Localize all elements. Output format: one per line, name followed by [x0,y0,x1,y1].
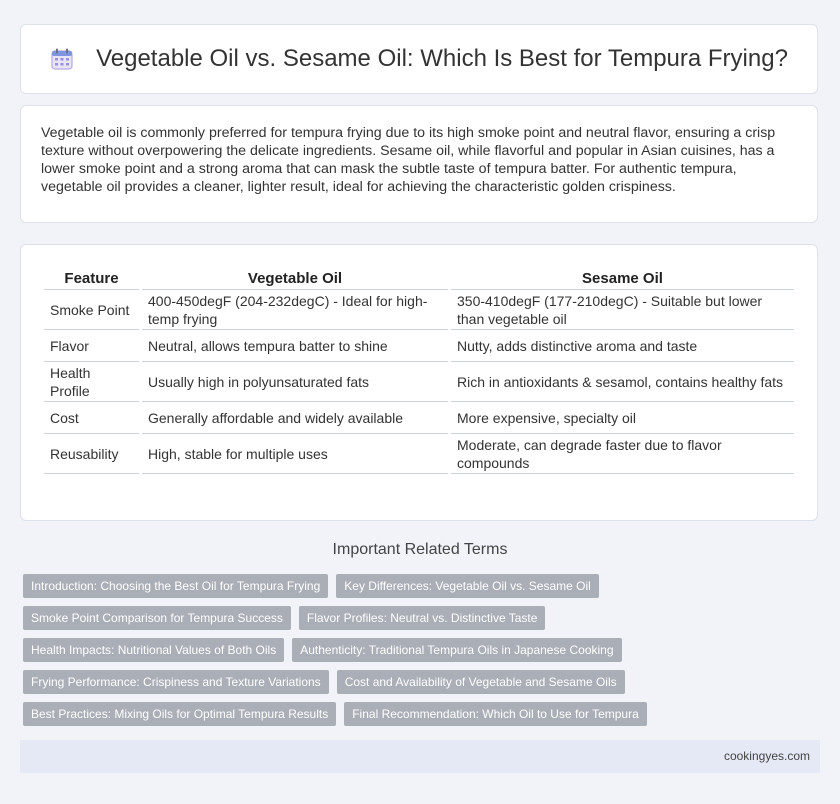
related-terms-heading: Important Related Terms [332,541,508,558]
related-terms-list [23,574,818,734]
feature-cell: Cost [44,402,139,434]
related-term-tag[interactable]: Authenticity: Traditional Tempura Oils in Japanese Cooking [292,638,621,662]
table-row [44,402,794,434]
table-row [44,290,794,330]
related-term-tag[interactable]: Key Differences: Vegetable Oil vs. Sesame Oil [336,574,599,598]
footer-site-link[interactable]: cookingyes.com [723,749,810,763]
table-row [44,362,794,402]
table-row [44,434,794,474]
column-header-feature: Feature [44,267,139,290]
related-term-tag[interactable]: Best Practices: Mixing Oils for Optimal Tempura Results [23,702,336,726]
comparison-table-card [20,244,818,521]
related-term-tag[interactable]: Final Recommendation: Which Oil to Use for Tempura [344,702,647,726]
column-header-sesame-oil: Sesame Oil [451,267,794,290]
feature-cell: Smoke Point [44,290,139,330]
related-term-tag[interactable]: Health Impacts: Nutritional Values of Both Oils [23,638,284,662]
feature-cell: Reusability [44,434,139,474]
intro-paragraph: Vegetable oil is commonly preferred for tempura frying due to its high smoke point and neutral flavor, ensuring a crisp texture without overpowering the delicate ingredients. Sesame oil, while flavorful and popular in Asian cuisines, has a lower smoke point and a strong aroma that can mask the subtle taste of tempura batter. For authentic tempura, vegetable oil provides a cleaner, lighter result, ideal for achieving the characteristic golden crispiness. [41,125,776,195]
feature-cell: Flavor [44,330,139,362]
column-header-vegetable-oil: Vegetable Oil [142,267,448,290]
related-term-tag[interactable]: Cost and Availability of Vegetable and Sesame Oils [337,670,625,694]
calendar-icon [50,47,74,71]
sesame-oil-cell: More expensive, specialty oil [451,402,794,434]
vegetable-oil-cell: Neutral, allows tempura batter to shine [142,330,448,362]
related-term-tag[interactable]: Frying Performance: Crispiness and Texture Variations [23,670,329,694]
footer [20,740,820,773]
vegetable-oil-cell: High, stable for multiple uses [142,434,448,474]
table-row [44,330,794,362]
table-header-row [44,267,794,290]
intro-card [20,105,818,223]
sesame-oil-cell: Nutty, adds distinctive aroma and taste [451,330,794,362]
vegetable-oil-cell: Generally affordable and widely available [142,402,448,434]
page-title: Vegetable Oil vs. Sesame Oil: Which Is Best for Tempura Frying? [96,45,788,72]
feature-cell: Health Profile [44,362,139,402]
sesame-oil-cell: Rich in antioxidants & sesamol, contains healthy fats [451,362,794,402]
title-card [20,24,818,94]
sesame-oil-cell: 350-410degF (177-210degC) - Suitable but lower than vegetable oil [451,290,794,330]
vegetable-oil-cell: Usually high in polyunsaturated fats [142,362,448,402]
comparison-table [41,267,797,474]
sesame-oil-cell: Moderate, can degrade faster due to flavor compounds [451,434,794,474]
related-term-tag[interactable]: Flavor Profiles: Neutral vs. Distinctive Taste [299,606,546,630]
related-term-tag[interactable]: Smoke Point Comparison for Tempura Success [23,606,291,630]
related-term-tag[interactable]: Introduction: Choosing the Best Oil for Tempura Frying [23,574,328,598]
vegetable-oil-cell: 400-450degF (204-232degC) - Ideal for high-temp frying [142,290,448,330]
